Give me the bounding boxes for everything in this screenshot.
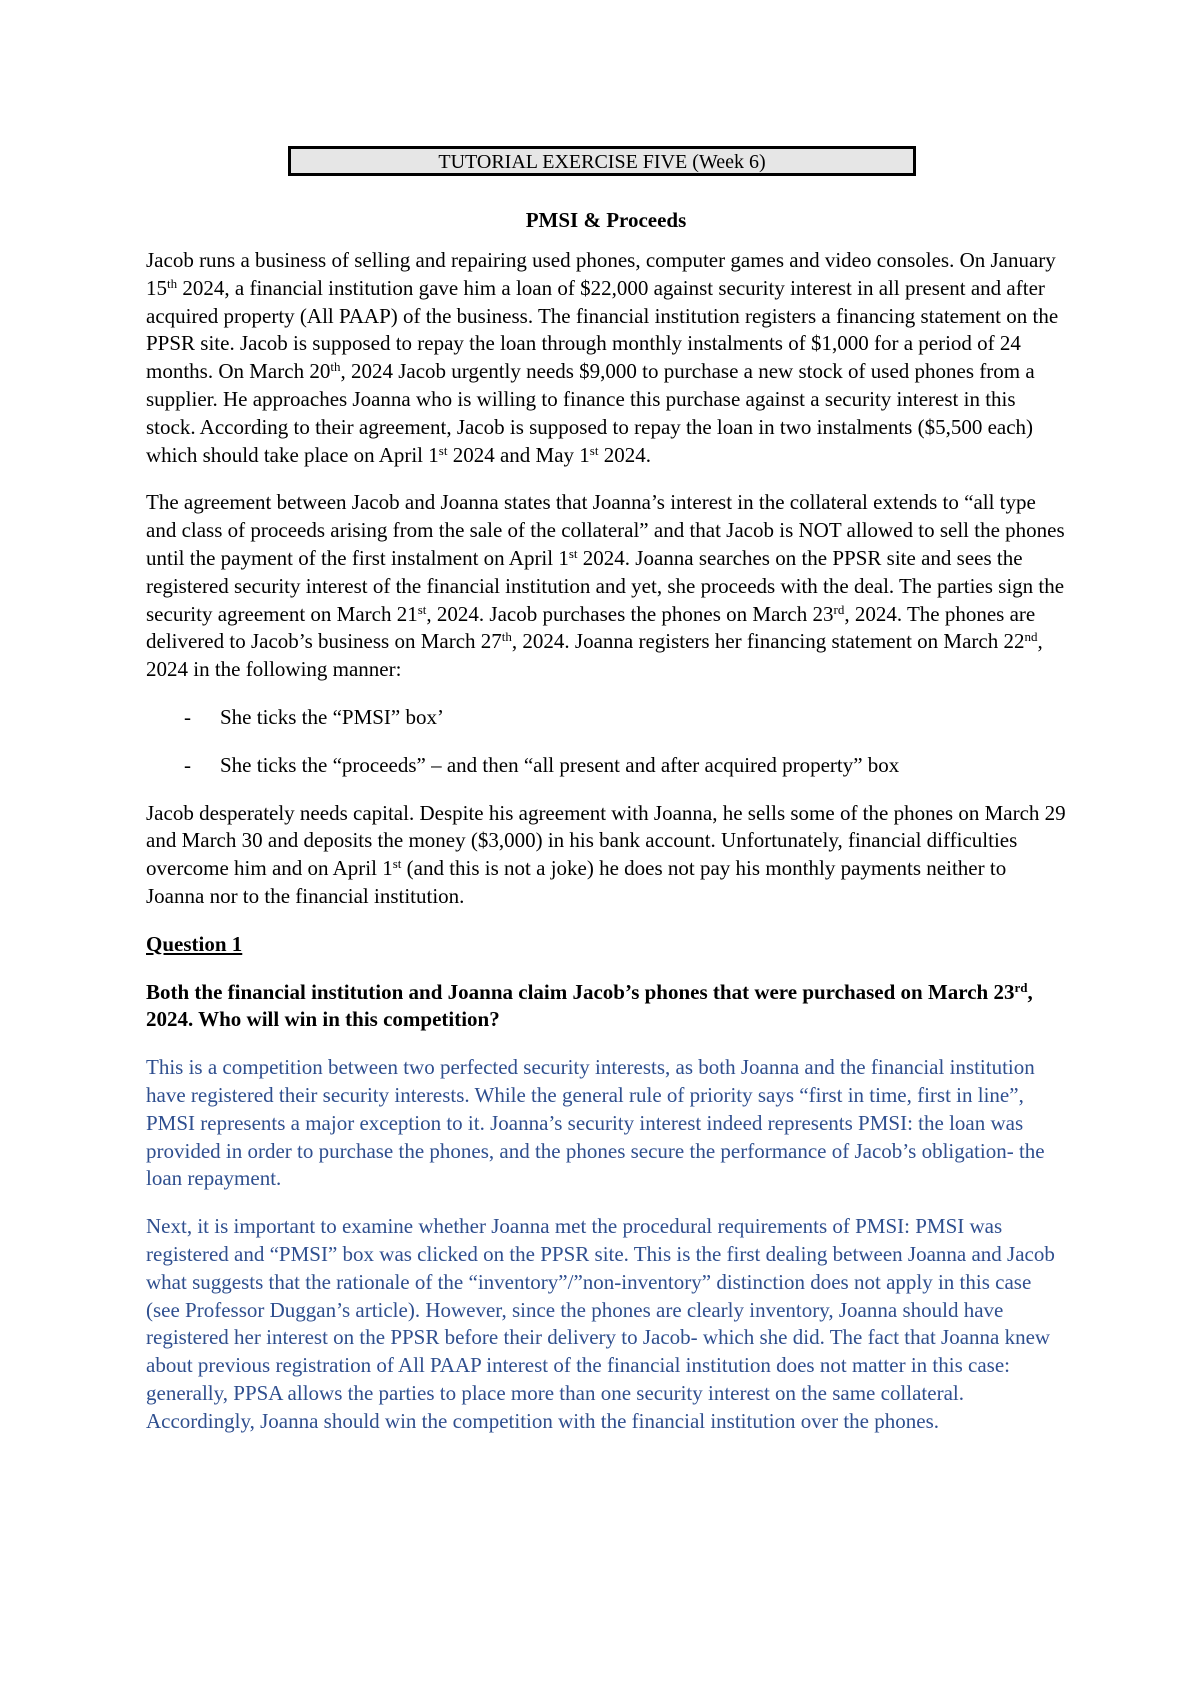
document-subtitle: PMSI & Proceeds	[525, 208, 687, 232]
question-1-text: Both the financial institution and Joanna claim Jacob’s phones that were purchased on March 23rd, 2024. Who will win in this competition?	[146, 979, 1033, 1032]
bullet-dash: -	[184, 752, 191, 777]
list-item-text: She ticks the “PMSI” box’	[220, 704, 444, 729]
list-item-text: She ticks the “proceeds” – and then “all present and after acquired property” box	[220, 752, 900, 777]
facts-paragraph-2: The agreement between Jacob and Joanna states that Joanna’s interest in the collateral extends to “all type and class of proceeds arising from the sale of the collateral” and that Jacob is NOT allowed to sell the phones until the payment of the first instalment on April 1st 2024. Joanna searches on the PPSR site and sees the registered security interest of the financial institution and yet, she proceeds with the deal. The parties sign the security agreement on March 21st, 2024. Jacob purchases the phones on March 23rd, 2024. The phones are delivered to Jacob’s business on March 27th, 2024. Joanna registers her financing statement on March 22nd, 2024 in the following manner:	[146, 490, 1065, 682]
list-item	[146, 752, 1066, 780]
answer-paragraph-1: This is a competition between two perfected security interests, as both Joanna and the financial institution have registered their security interests. While the general rule of priority says “first in time, first in line”, PMSI represents a major exception to it. Joanna’s security interest indeed represents PMSI: the loan was provided in order to purchase the phones, and the phones secure the performance of Jacob’s obligation- the loan repayment.	[146, 1055, 1045, 1191]
answer-paragraph-2: Next, it is important to examine whether Joanna met the procedural requirements of PMSI: PMSI was registered and “PMSI” box was clicked on the PPSR site. This is the first dealing between Joanna and Jacob what suggests that the rationale of the “inventory”/”non-inventory” distinction does not apply in this case (see Professor Duggan’s article). However, since the phones are clearly inventory, Joanna should have registered her interest on the PPSR before their delivery to Jacob- which she did. The fact that Joanna knew about previous registration of All PAAP interest of the financial institution does not matter in this case: generally, PPSA allows the parties to place more than one security interest on the same collateral. Accordingly, Joanna should win the competition with the financial institution over the phones.	[146, 1214, 1055, 1433]
facts-paragraph-1: Jacob runs a business of selling and repairing used phones, computer games and video consoles. On January 15th 2024, a financial institution gave him a loan of $22,000 against security interest in all present and after acquired property (All PAAP) of the business. The financial institution registers a financing statement on the PPSR site. Jacob is supposed to repay the loan through monthly instalments of $1,000 for a period of 24 months. On March 20th, 2024 Jacob urgently needs $9,000 to purchase a new stock of used phones from a supplier. He approaches Joanna who is willing to finance this purchase against a security interest in this stock. According to their agreement, Jacob is supposed to repay the loan in two instalments ($5,500 each) which should take place on April 1st 2024 and May 1st 2024.	[146, 248, 1059, 467]
facts-paragraph-3: Jacob desperately needs capital. Despite his agreement with Joanna, he sells some of the phones on March 29 and March 30 and deposits the money ($3,000) in his bank account. Unfortunately, financial difficulties overcome him and on April 1st (and this is not a joke) he does not pay his monthly payments neither to Joanna nor to the financial institution.	[146, 800, 1066, 908]
question-1-heading: Question 1	[146, 931, 243, 956]
list-item	[146, 704, 1066, 732]
bullet-dash: -	[184, 704, 191, 729]
document-body	[146, 247, 1066, 1455]
document-title: TUTORIAL EXERCISE FIVE (Week 6)	[288, 146, 916, 176]
